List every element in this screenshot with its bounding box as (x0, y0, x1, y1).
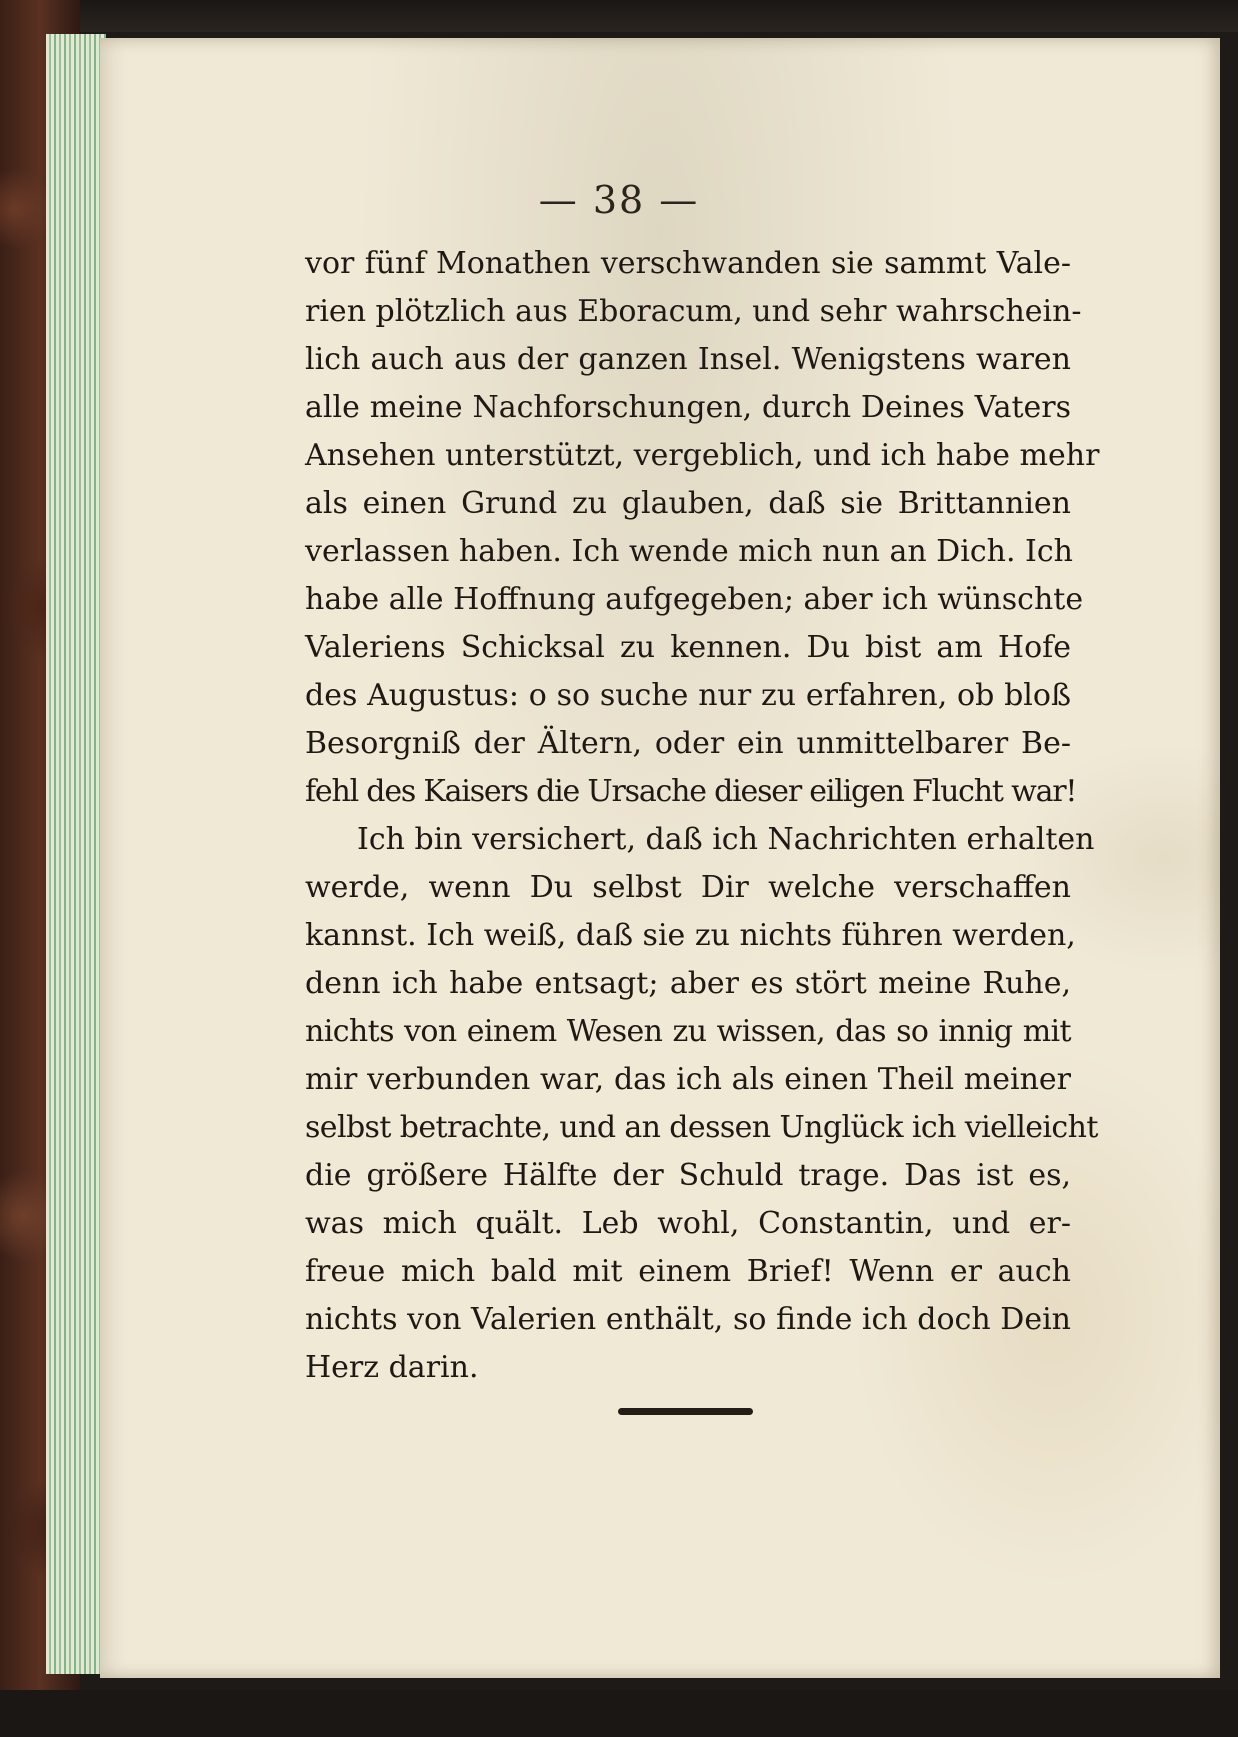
text-line: alle meine Nachforschungen, durch Deines Vaters (305, 390, 1071, 425)
text-line: kannst. Ich weiß, daß sie zu nichts führen werden, (305, 918, 1076, 953)
page-edges (46, 34, 106, 1674)
text-line: verlassen haben. Ich wende mich nun an Dich. Ich (305, 534, 1074, 569)
text-line: werde, wenn Du selbst Dir welche verschaffen (305, 870, 1071, 905)
text-line: Besorgniß der Ältern, oder ein unmittelbarer Be- (305, 726, 1071, 761)
text-line: nichts von Valerien enthält, so finde ich doch Dein (305, 1302, 1071, 1337)
text-line: rien plötzlich aus Eboracum, und sehr wahrschein- (305, 294, 1082, 329)
text-line: selbst betrachte, und an dessen Unglück ich vielleicht (305, 1110, 1098, 1145)
text-line: freue mich bald mit einem Brief! Wenn er auch (305, 1254, 1071, 1289)
text-line: Valeriens Schicksal zu kennen. Du bist am Hofe (305, 630, 1071, 665)
text-line: mir verbunden war, das ich als einen Theil meiner (305, 1062, 1071, 1097)
text-line: nichts von einem Wesen zu wissen, das so innig mit (305, 1014, 1071, 1049)
text-line: lich auch aus der ganzen Insel. Wenigstens waren (305, 342, 1071, 377)
cover-top-edge (0, 0, 1238, 32)
text-line: Ich bin versichert, daß ich Nachrichten erhalten (357, 822, 1095, 857)
text-line: denn ich habe entsagt; aber es stört meine Ruhe, (305, 966, 1071, 1001)
text-line: die größere Hälfte der Schuld trage. Das ist es, (305, 1158, 1071, 1193)
text-line: Ansehen unterstützt, vergeblich, und ich habe mehr (305, 438, 1100, 473)
text-line: fehl des Kaisers die Ursache dieser eiligen Flucht war! (305, 774, 1077, 809)
text-line: habe alle Hoffnung aufgegeben; aber ich wünschte (305, 582, 1084, 617)
text-line: als einen Grund zu glauben, daß sie Brittannien (305, 486, 1071, 521)
text-line: des Augustus: o so suche nur zu erfahren, ob bloß (305, 678, 1071, 713)
closing-rule (618, 1408, 753, 1415)
bottom-shadow (0, 1690, 1238, 1737)
text-line: Herz darin. (305, 1350, 479, 1385)
text-line: vor fünf Monathen verschwanden sie sammt Vale- (305, 246, 1071, 281)
text-line: was mich quält. Leb wohl, Constantin, und er- (305, 1206, 1071, 1241)
body-text (305, 240, 1100, 1392)
page-number: — 38 — (538, 178, 700, 222)
